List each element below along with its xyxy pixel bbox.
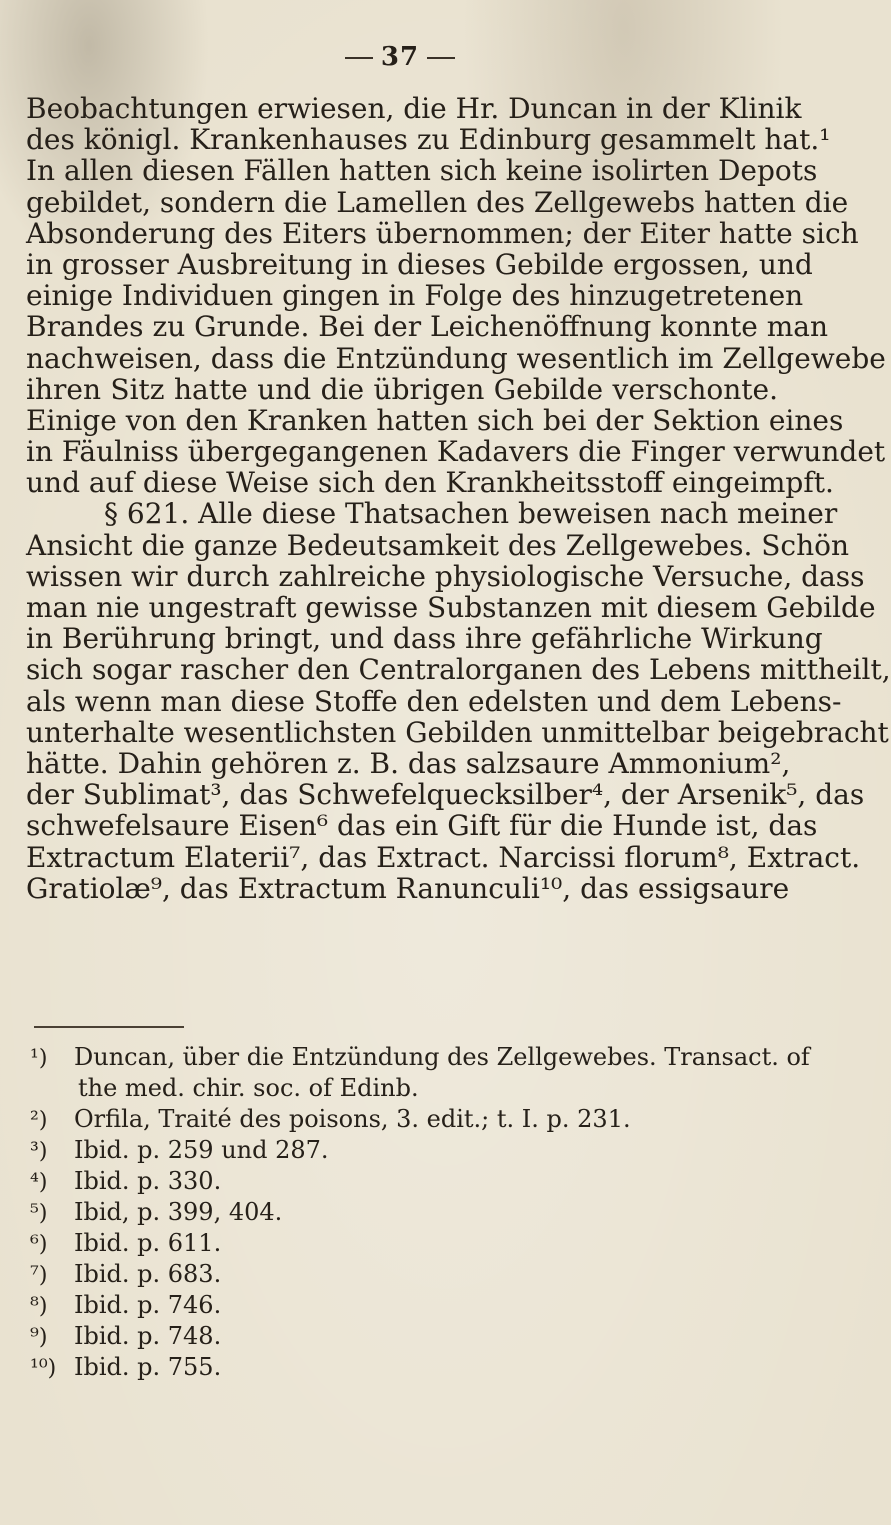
text-line: wissen wir durch zahlreiche physiologische Versuche, dass — [26, 559, 865, 593]
text-line: in Fäulniss übergegangenen Kadavers die Finger verwundet — [26, 435, 886, 469]
footnote-text: Ibid. p. 755. — [74, 1353, 222, 1381]
footnote — [30, 1197, 790, 1228]
footnote-text: Duncan, über die Entzündung des Zellgewebes. Transact. of — [74, 1043, 810, 1071]
text-line: ihren Sitz hatte und die übrigen Gebilde verschonte. — [26, 372, 778, 406]
footnote — [30, 1321, 790, 1352]
text-line-paragraph-end: und auf diese Weise sich den Krankheitsstoff eingeimpft. — [26, 466, 834, 500]
text-line: als wenn man diese Stoffe den edelsten und dem Lebens- — [26, 684, 842, 718]
footnotes — [30, 1042, 810, 1383]
text-line: der Sublimat³, das Schwefelquecksilber⁴, der Arsenik⁵, das — [26, 778, 865, 812]
text-line: nachweisen, dass die Entzündung wesentlich im Zellgewebe — [26, 341, 886, 375]
text-line: unterhalte wesentlichsten Gebilden unmittelbar beigebracht — [26, 715, 889, 749]
footnote-mark: ⁹) — [30, 1325, 48, 1350]
footnote-text: Ibid. p. 746. — [74, 1291, 222, 1319]
footnote-mark: ⁵) — [30, 1201, 48, 1226]
footnote-text: Ibid. p. 611. — [74, 1229, 222, 1257]
text-line: Brandes zu Grunde. Bei der Leichenöffnung konnte man — [26, 310, 829, 344]
footnote-text: Ibid. p. 330. — [74, 1167, 222, 1195]
footnote-text: Ibid. p. 683. — [74, 1260, 222, 1288]
footnote — [30, 1166, 790, 1197]
footnote-mark: ⁴) — [30, 1170, 48, 1195]
text-line: Absonderung des Eiters übernommen; der Eiter hatte sich — [26, 216, 859, 250]
text-line: Gratiolæ⁹, das Extractum Ranunculi¹⁰, das essigsaure — [26, 871, 790, 905]
body-text — [26, 92, 891, 905]
footnote-mark: ⁸) — [30, 1294, 48, 1319]
text-line: hätte. Dahin gehören z. B. das salzsaure Ammonium², — [26, 746, 791, 780]
text-line: sich sogar rascher den Centralorganen des Lebens mittheilt, — [26, 653, 891, 687]
text-line: Beobachtungen erwiesen, die Hr. Duncan in der Klinik — [26, 92, 802, 125]
text-line: gebildet, sondern die Lamellen des Zellgewebs hatten die — [26, 185, 849, 219]
text-line: schwefelsaure Eisen⁶ das ein Gift für die Hunde ist, das — [26, 809, 818, 843]
page-number: 37 — [0, 42, 800, 72]
footnote-text: Orfila, Traité des poisons, 3. edit.; t. I. p. 231. — [74, 1105, 631, 1133]
text-line: Einige von den Kranken hatten sich bei der Sektion eines — [26, 403, 844, 437]
text-line: Extractum Elaterii⁷, das Extract. Narcissi florum⁸, Extract. — [26, 840, 861, 874]
footnote — [30, 1352, 790, 1383]
footnote-mark: ³) — [30, 1139, 48, 1164]
text-line: des königl. Krankenhauses zu Edinburg gesammelt hat.¹ — [26, 123, 831, 157]
footnote — [30, 1042, 810, 1073]
footnote-text: Ibid. p. 748. — [74, 1322, 222, 1350]
text-line: in Berührung bringt, und dass ihre gefährliche Wirkung — [26, 622, 823, 656]
section-heading-line: § 621. Alle diese Thatsachen beweisen nach meiner — [104, 497, 838, 531]
footnote-mark: ⁷) — [30, 1263, 48, 1288]
text-line: in grosser Ausbreitung in dieses Gebilde ergossen, und — [26, 247, 813, 281]
footnote — [30, 1104, 790, 1135]
text-line: man nie ungestraft gewisse Substanzen mit diesem Gebilde — [26, 591, 876, 624]
text-line: einige Individuen gingen in Folge des hinzugetretenen — [26, 279, 804, 313]
footnote-text: the med. chir. soc. of Edinb. — [78, 1074, 419, 1102]
footnote — [30, 1228, 790, 1259]
footnote — [30, 1290, 790, 1321]
footnote-mark: ¹⁰) — [30, 1356, 57, 1381]
footnote — [30, 1135, 790, 1166]
footnote-text: Ibid, p. 399, 404. — [74, 1198, 283, 1226]
footnote-mark: ⁶) — [30, 1232, 48, 1257]
footnote-divider — [34, 1026, 184, 1028]
footnote-continuation — [30, 1073, 790, 1104]
footnote-mark: ²) — [30, 1108, 48, 1133]
footnote — [30, 1259, 790, 1290]
footnote-text: Ibid. p. 259 und 287. — [74, 1136, 329, 1164]
footnote-mark: ¹) — [30, 1046, 48, 1071]
text-line: Ansicht die ganze Bedeutsamkeit des Zellgewebes. Schön — [26, 528, 850, 562]
text-line: In allen diesen Fällen hatten sich keine isolirten Depots — [26, 154, 818, 188]
